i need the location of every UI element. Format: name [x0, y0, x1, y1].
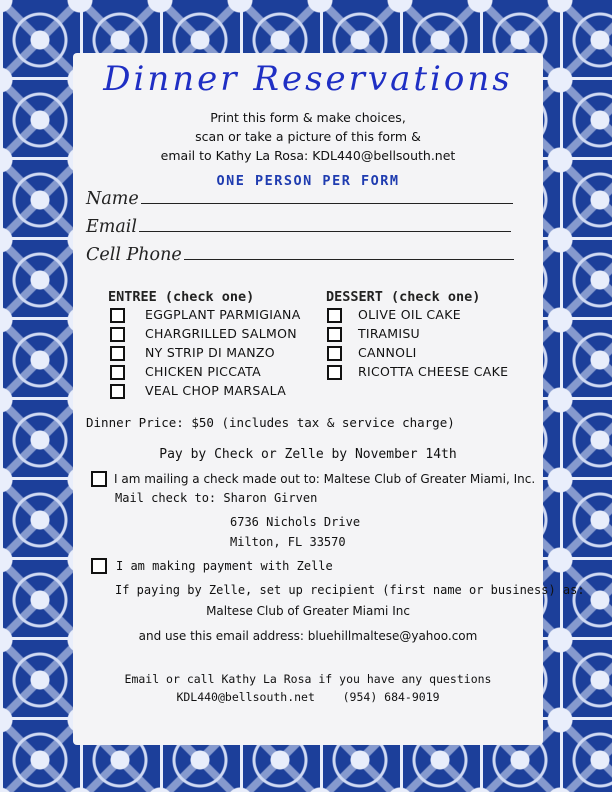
name-line[interactable]: [141, 202, 513, 204]
payment-heading: Pay by Check or Zelle by November 14th: [159, 447, 457, 462]
address-line-1: 6736 Nichols Drive: [230, 515, 361, 529]
zelle-payment-checkbox[interactable]: [91, 558, 107, 574]
dessert-checkbox-4[interactable]: [327, 365, 342, 380]
dessert-option: RICOTTA CHEESE CAKE: [358, 364, 509, 379]
name-field[interactable]: [86, 189, 513, 209]
email-line[interactable]: [139, 230, 511, 232]
entree-checkbox-2[interactable]: [110, 327, 125, 342]
dessert-option: CANNOLI: [358, 345, 417, 360]
check-payment-checkbox[interactable]: [91, 471, 107, 487]
zelle-option-label: I am making payment with Zelle: [116, 559, 333, 573]
footer-contact-note: Email or call Kathy La Rosa if you have any questions: [124, 672, 492, 686]
check-option-label: I am mailing a check made out to: Maltese Club of Greater Miami, Inc.: [114, 472, 536, 486]
entree-heading: ENTREE (check one): [108, 289, 255, 305]
phone-field[interactable]: [86, 245, 514, 265]
entree-checkbox-4[interactable]: [110, 365, 125, 380]
dessert-checkbox-2[interactable]: [327, 327, 342, 342]
zelle-email: and use this email address: bluehillmaltese@yahoo.com: [138, 629, 478, 643]
dinner-price: Dinner Price: $50 (includes tax & service charge): [86, 415, 455, 430]
footer-phone: (954) 684-9019: [342, 690, 440, 704]
one-person-notice: ONE PERSON PER FORM: [216, 173, 400, 189]
footer-contact: [73, 690, 543, 704]
address-line-2: Milton, FL 33570: [230, 535, 346, 549]
reservation-form: [73, 53, 585, 745]
entree-option: NY STRIP DI MANZO: [145, 345, 275, 360]
dessert-checkbox-1[interactable]: [327, 308, 342, 323]
footer-email: KDL440@bellsouth.net: [176, 690, 315, 704]
form-title: Dinner Reservations: [103, 59, 513, 99]
email-label: Email: [86, 217, 137, 237]
dessert-checkbox-3[interactable]: [327, 346, 342, 361]
name-label: Name: [86, 189, 139, 209]
dessert-option: OLIVE OIL CAKE: [358, 307, 461, 322]
phone-label: Cell Phone: [86, 245, 182, 265]
entree-option: CHICKEN PICCATA: [145, 364, 261, 379]
dessert-heading: DESSERT (check one): [326, 289, 481, 305]
email-field[interactable]: [86, 217, 511, 237]
zelle-note: If paying by Zelle, set up recipient (first name or business) as:: [115, 583, 585, 597]
entree-checkbox-5[interactable]: [110, 384, 125, 399]
entree-option: VEAL CHOP MARSALA: [145, 383, 287, 398]
mail-to-label: Mail check to: Sharon Girven: [115, 491, 318, 505]
instruction-line-1: Print this form & make choices,: [210, 110, 406, 125]
zelle-recipient: Maltese Club of Greater Miami Inc: [206, 604, 410, 618]
dessert-option: TIRAMISU: [358, 326, 421, 341]
instruction-line-3: email to Kathy La Rosa: KDL440@bellsouth.net: [160, 148, 456, 163]
entree-checkbox-1[interactable]: [110, 308, 125, 323]
entree-option: CHARGRILLED SALMON: [145, 326, 297, 341]
entree-checkbox-3[interactable]: [110, 346, 125, 361]
entree-option: EGGPLANT PARMIGIANA: [145, 307, 301, 322]
phone-line[interactable]: [184, 258, 514, 260]
instructions: [73, 108, 543, 165]
instruction-line-2: scan or take a picture of this form &: [195, 129, 421, 144]
